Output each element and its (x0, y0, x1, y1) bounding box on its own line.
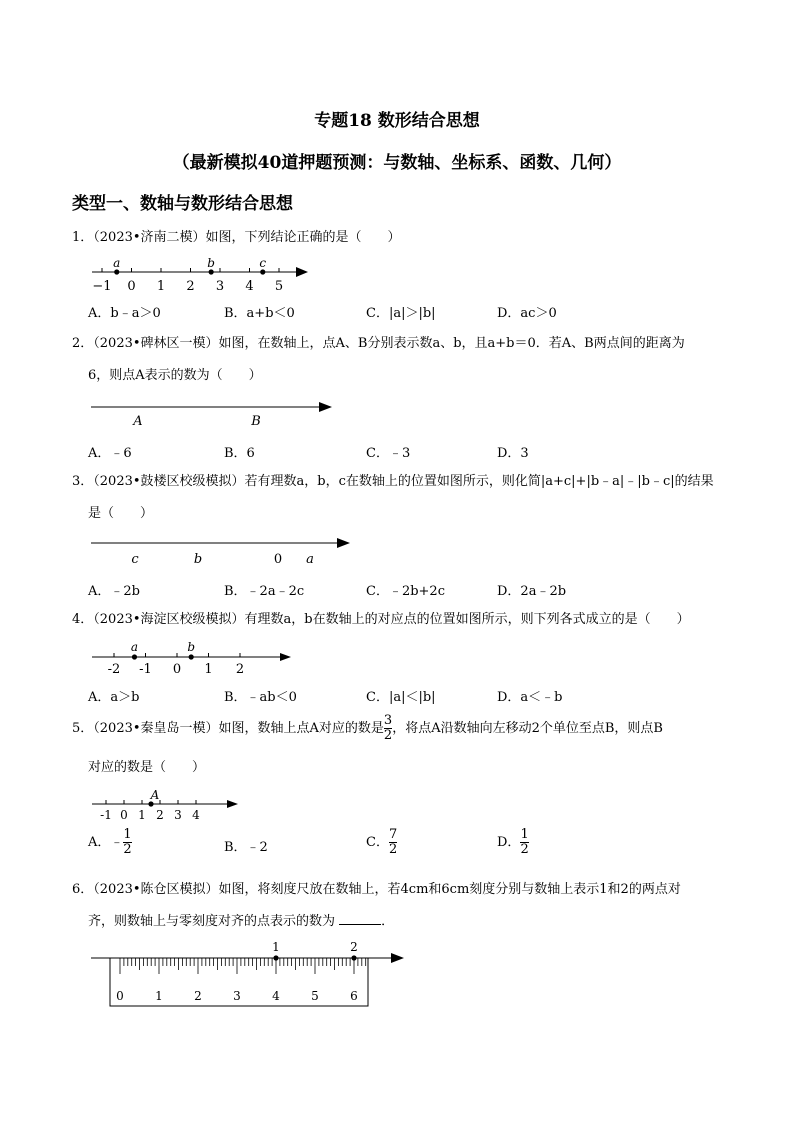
q6-stem-text: 齐，则数轴上与零刻度对齐的点表示的数为 (88, 914, 336, 929)
question-4-number-line (88, 636, 298, 676)
q4-option-c[interactable]: C．|a|＜|b| (366, 690, 436, 705)
q5-stem-post: ，将点A沿数轴向左移动2个单位至点B，则点B (392, 721, 663, 736)
q1-point-dot (260, 269, 265, 274)
q5-option-d-fraction (520, 828, 528, 857)
q6-stem-end: ． (381, 914, 395, 929)
q5-tick-label: -1 (100, 808, 112, 822)
q6-axis-point (273, 955, 278, 960)
question-1-number-line (86, 254, 316, 296)
q4-option-b[interactable]: B．﹣ab＜0 (224, 690, 297, 705)
page-title: 专题18 数形结合思想 (314, 111, 480, 131)
q3-option-d[interactable]: D．2a﹣2b (497, 584, 567, 599)
q5-stem-fraction-num: 3 (383, 713, 393, 728)
q5-option-b[interactable]: B．﹣2 (224, 840, 268, 855)
q6-axis-point (351, 955, 356, 960)
ruler-label: 0 (116, 989, 124, 1003)
question-5-stem-line-2: 对应的数是（ ） (88, 760, 206, 775)
ruler-label: 5 (311, 989, 319, 1003)
q1-tick-label: 5 (274, 279, 284, 294)
question-3-number-line (88, 534, 354, 570)
q1-tick-label: 1 (156, 279, 166, 294)
q1-tick-label: 4 (245, 279, 254, 294)
section-heading: 类型一、数轴与数形结合思想 (72, 194, 293, 214)
q5-option-d-label: D． (497, 835, 521, 850)
question-2-stem-line-2: 6，则点A表示的数为（ ） (88, 368, 262, 383)
q4-tick-label: 0 (172, 662, 182, 676)
q5-option-c-fraction (389, 828, 397, 857)
q1-point-dot (114, 269, 119, 274)
q4-tick-label: -1 (139, 662, 152, 676)
page-subtitle: （最新模拟40道押题预测：与数轴、坐标系、函数、几何） (172, 153, 622, 173)
q4-tick-label: -2 (107, 662, 121, 676)
q4-point-dot (189, 654, 194, 659)
q1-option-d[interactable]: D．ac＞0 (497, 306, 557, 321)
q5-option-a-num: 1 (123, 827, 132, 842)
q5-option-c[interactable] (366, 828, 397, 857)
q3-zero-label: 0 (273, 552, 283, 567)
ruler-label: 2 (194, 989, 202, 1003)
q5-tick-label: 4 (192, 808, 200, 822)
q2-point-b-label: B (251, 414, 261, 429)
q5-tick-label: 2 (156, 808, 164, 822)
q5-option-a[interactable] (88, 828, 132, 857)
q4-point-label: b (187, 640, 196, 654)
q1-point-label: a (113, 256, 121, 270)
question-3-stem-line-1: 3．（2023•鼓楼区校级模拟）若有理数a，b，c在数轴上的位置如图所示，则化简|a+c|+|b﹣a|﹣|b﹣c|的结果 (72, 474, 714, 489)
q4-option-d[interactable]: D．a＜﹣b (497, 690, 563, 705)
ruler-label: 1 (155, 989, 163, 1003)
q2-point-a-label: A (133, 414, 143, 429)
question-5-number-line (88, 786, 248, 826)
question-5-options (88, 828, 708, 868)
q1-tick-label: 2 (186, 279, 195, 294)
q4-point-dot (132, 654, 137, 659)
q1-point-dot (209, 269, 214, 274)
ruler-label: 3 (233, 989, 241, 1003)
question-1-stem: 1．（2023•济南二模）如图，下列结论正确的是（ ） (72, 230, 401, 245)
ruler-label: 6 (350, 989, 358, 1003)
q5-stem-fraction (384, 714, 392, 743)
q5-option-c-num: 7 (388, 827, 398, 842)
q2-option-d[interactable]: D．3 (497, 446, 529, 461)
question-1-options (88, 302, 708, 326)
question-4-options (88, 686, 708, 710)
q5-stem-pre: 5．（2023•秦皇岛一模）如图，数轴上点A对应的数是 (72, 721, 384, 736)
question-6-stem-line-1: 6．（2023•陈仓区模拟）如图，将刻度尺放在数轴上，若4cm和6cm刻度分别与数轴上表示1和2的两点对 (72, 882, 681, 897)
q2-option-c[interactable]: C．﹣3 (366, 446, 411, 461)
q5-point-label: A (150, 788, 160, 802)
q5-tick-label: 0 (120, 808, 128, 822)
q5-option-d[interactable] (497, 828, 529, 857)
question-2-options (88, 442, 708, 466)
q3-option-a[interactable]: A．﹣2b (88, 584, 140, 599)
q4-option-a[interactable]: A．a＞b (88, 690, 140, 705)
q5-option-a-sign: ﹣ (110, 835, 124, 850)
q5-option-c-label: C． (366, 835, 389, 850)
q1-tick-label: 3 (215, 279, 225, 294)
q5-tick-label: 3 (174, 808, 182, 822)
q5-option-a-den: 2 (123, 842, 132, 857)
question-2-number-line (88, 396, 338, 432)
q5-option-a-label: A． (88, 835, 111, 850)
q1-tick-label: −1 (92, 279, 112, 294)
q3-point-c-label: c (131, 552, 139, 567)
q5-point-dot (148, 801, 153, 806)
answer-blank[interactable] (339, 912, 381, 925)
ruler-label: 4 (272, 989, 280, 1003)
q1-option-b[interactable]: B．a+b＜0 (224, 306, 295, 321)
q4-point-label: a (130, 640, 139, 654)
q3-option-b[interactable]: B．﹣2a﹣2c (224, 584, 305, 599)
q3-option-c[interactable]: C．﹣2b+2c (366, 584, 445, 599)
q3-point-a-label: a (306, 552, 314, 567)
q5-tick-label: 1 (138, 808, 146, 822)
question-5-stem-line-1 (72, 712, 722, 746)
q1-point-label: b (207, 256, 215, 270)
q6-axis-label: 1 (272, 940, 280, 954)
question-2-stem-line-1: 2．（2023•碑林区一模）如图，在数轴上，点A、B分别表示数a、b，且a+b＝0．若A、B两点间的距离为 (72, 336, 685, 351)
q1-option-a[interactable]: A．b﹣a＞0 (88, 306, 161, 321)
q5-stem-fraction-den: 2 (383, 728, 393, 743)
q5-option-d-den: 2 (520, 842, 529, 857)
q1-option-c[interactable]: C．|a|＞|b| (366, 306, 436, 321)
q2-option-a[interactable]: A．﹣6 (88, 446, 132, 461)
q5-option-a-fraction (123, 828, 131, 857)
q1-point-label: c (259, 256, 267, 270)
question-3-options (88, 580, 708, 604)
q4-tick-label: 1 (204, 662, 213, 676)
question-6-ruler-figure (88, 936, 414, 1014)
q6-axis-label: 2 (350, 940, 358, 954)
q1-tick-label: 0 (127, 279, 136, 294)
q5-option-c-den: 2 (388, 842, 398, 857)
question-4-stem: 4．（2023•海淀区校级模拟）有理数a，b在数轴上的对应点的位置如图所示，则下列各式成立的是（ ） (72, 612, 690, 627)
question-6-stem-line-2 (88, 906, 738, 938)
question-3-stem-line-2: 是（ ） (88, 506, 154, 521)
q3-point-b-label: b (193, 552, 203, 567)
q2-option-b[interactable]: B．6 (224, 446, 255, 461)
q5-option-d-num: 1 (520, 827, 529, 842)
q4-tick-label: 2 (235, 662, 245, 676)
